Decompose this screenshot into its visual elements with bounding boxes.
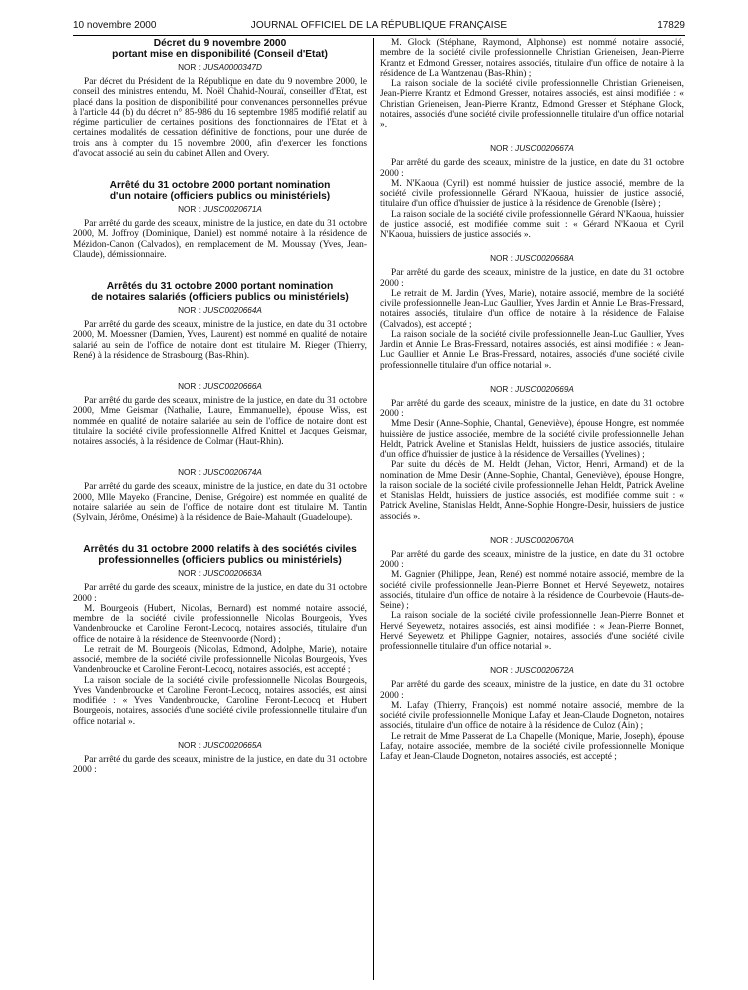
nor-label: NOR : bbox=[490, 535, 513, 545]
nor-code: JUSA0000347D bbox=[203, 63, 262, 72]
paragraph: Par arrêté du garde des sceaux, ministre de la justice, en date du 31 octobre 2000 : bbox=[73, 754, 367, 775]
paragraph: La raison sociale de la société civile professionnelle Jean-Luc Gaullier, Yves Jardin et Annie Le Bras-Fressard, notaires associés, est ainsi modifiée : « Jean-Luc Gaullier et Annie Le Bras-Fressard, notaires, associés d'une société civile professionnelle titulaire d'un office notarial ». bbox=[380, 329, 684, 371]
paragraph: M. Lafay (Thierry, François) est nommé notaire associé, membre de la société civile professionnelle Monique Lafay et Jean-Claude Dogneton, notaires associés, titulaire d'un office de notaire à la résidence de Culoz (Ain) ; bbox=[380, 700, 684, 732]
paragraph: M. Glock (Stéphane, Raymond, Alphonse) est nommé notaire associé, membre de la société civile professionnelle Christian Grieneisen, Jean-Pierre Krantz et Edmond Gresser, notaires associés, titulaire d'un office de notaire à la résidence de La Wantzenau (Bas-Rhin) ; bbox=[380, 38, 684, 79]
paragraph: Par arrêté du garde des sceaux, ministre de la justice, en date du 31 octobre 2000 : bbox=[380, 268, 684, 289]
nor-reference bbox=[380, 254, 684, 264]
paragraph: Par suite du décès de M. Heldt (Jehan, Victor, Henri, Armand) et de la nomination de Mme Desir (Anne-Sophie, Chantal, Geneviève), épouse Hongre, la raison sociale de la société civile professionnelle Jehan Heldt, Patrick Aveline et Stanislas Heldt, huissiers de justice associés, est modifiée comme suit : « Patrick Aveline, Stanislas Heldt, Anne-Sophie Hongre-Desir, huissiers de justice associés ». bbox=[380, 460, 684, 522]
paragraph: La raison sociale de la société civile professionnelle Christian Grieneisen, Jean-Pierre Krantz et Edmond Gresser, notaires associés, est ainsi modifiée : « Christian Grieneisen, Jean-Pierre Krantz, Edmond Gresser et Stéphane Glock, notaires, associés d'une société civile professionnelle titulaire d'un office notarial ». bbox=[380, 79, 684, 130]
title-line: Arrêté du 31 octobre 2000 portant nomination bbox=[109, 180, 331, 191]
title-line: professionnelles (officiers publics ou ministériels) bbox=[98, 555, 342, 567]
nor-reference bbox=[380, 144, 684, 154]
paragraph: Le retrait de Mme Passerat de La Chapelle (Monique, Marie, Joseph), épouse Lafay, notaire associée, membre de la société civile professionnelle Monique Lafay et Jean-Claude Dogneton, notaires associés, est accepté ; bbox=[380, 731, 684, 762]
nor-label: NOR : bbox=[490, 254, 513, 264]
paragraph: Le retrait de M. Jardin (Yves, Marie), notaire associé, membre de la société civile professionnelle Jean-Luc Gaullier, Yves Jardin et Annie Le Bras-Fressard, notaires associés, titulaire d'un office de notaire à la résidence de Falaise (Calvados), est accepté ; bbox=[380, 288, 684, 330]
left-column bbox=[73, 38, 367, 775]
nor-reference bbox=[73, 63, 367, 73]
title-line: Arrêtés du 31 octobre 2000 portant nomination bbox=[106, 281, 334, 292]
title-line: Arrêtés du 31 octobre 2000 relatifs à des sociétés civiles bbox=[83, 544, 357, 556]
nor-reference bbox=[73, 306, 367, 316]
nor-code: JUSC0020674A bbox=[203, 468, 262, 478]
article-title bbox=[73, 180, 367, 202]
paragraph: Le retrait de M. Bourgeois (Nicolas, Edmond, Adolphe, Marie), notaire associé, membre de la société civile professionnelle Nicolas Bourgeois, Yves Vandenbroucke et Caroline Feront-Lecocq, notaires associés, est accepté ; bbox=[73, 644, 367, 676]
nor-label: NOR : bbox=[178, 468, 201, 478]
journal-title: JOURNAL OFFICIEL DE LA RÉPUBLIQUE FRANÇAISE bbox=[250, 20, 508, 31]
nor-reference bbox=[380, 536, 684, 546]
nor-label: NOR : bbox=[178, 569, 201, 579]
nor-label: NOR : bbox=[490, 384, 513, 394]
nor-label: NOR : bbox=[178, 382, 201, 391]
paragraph: La raison sociale de la société civile professionnelle Gérard N'Kaoua, huissier de justice associé, est modifiée comme suit : « Gérard N'Kaoua et Cyril N'Kaoua, huissiers de justice associés ». bbox=[380, 209, 684, 240]
article bbox=[73, 180, 367, 260]
nor-code: JUSC0020665A bbox=[203, 740, 262, 750]
nor-label: NOR : bbox=[178, 740, 201, 750]
nor-reference bbox=[73, 741, 367, 751]
nor-label: NOR : bbox=[178, 205, 201, 214]
nor-code: JUSC0020672A bbox=[515, 666, 574, 676]
title-line: Décret du 9 novembre 2000 bbox=[153, 38, 287, 49]
paragraph: Par arrêté du garde des sceaux, ministre de la justice, en date du 31 octobre 2000, M. Moessner (Damien, Yves, Laurent) est nommé en qualité de notaire salarié au sein de l'office de notaire dont est titulaire M. Rieger (Thierry, René) à la résidence de Strasbourg (Bas-Rhin). bbox=[73, 320, 367, 361]
nor-reference bbox=[73, 205, 367, 215]
article bbox=[73, 382, 367, 447]
paragraph: Par décret du Président de la République en date du 9 novembre 2000, le conseil des ministres entendu, M. Noël Chahid-Nouraï, conseiller d'Etat, est placé dans la position de disponibilité pour convenances personnelles prévue à l'article 44 (b) du décret n° 85-986 du 16 septembre 1985 modifié relatif au régime particulier de certaines positions des fonctionnaires de l'Etat et à certaines modalités de cessation définitive de fonctions, pour une durée de trois ans à compter du 15 novembre 2000, afin d'exercer les fonctions d'avocat associé au sein du cabinet Allen and Overy. bbox=[73, 77, 367, 159]
nor-reference bbox=[380, 385, 684, 395]
article-continued bbox=[380, 38, 684, 130]
nor-code: JUSC0020668A bbox=[515, 254, 574, 264]
paragraph: Par arrêté du garde des sceaux, ministre de la justice, en date du 31 octobre 2000 : bbox=[380, 158, 684, 179]
paragraph: M. N'Kaoua (Cyril) est nommé huissier de justice associé, membre de la société civile professionnelle Gérard N'Kaoua, huissier de justice associé, titulaire d'un office d'huissier de justice à la résidence de Grenoble (Isère) ; bbox=[380, 178, 684, 210]
article bbox=[380, 666, 684, 762]
nor-label: NOR : bbox=[178, 63, 201, 72]
page-number: 17829 bbox=[657, 20, 685, 31]
article bbox=[73, 544, 367, 727]
nor-reference bbox=[73, 382, 367, 392]
nor-code: JUSC0020664A bbox=[203, 306, 262, 315]
nor-code: JUSC0020671A bbox=[203, 205, 262, 214]
column-divider bbox=[373, 38, 374, 980]
paragraph: Par arrêté du garde des sceaux, ministre de la justice, en date du 31 octobre 2000 : bbox=[73, 583, 367, 604]
nor-code: JUSC0020669A bbox=[515, 384, 574, 394]
paragraph: Par arrêté du garde des sceaux, ministre de la justice, en date du 31 octobre 2000, Mlle Mayeko (Francine, Denise, Grégoire) est nommée en qualité de notaire salariée au sein de l'office de notaire dont est titulaire M. Tantin (Sylvain, Jérôme, Onésime) à la résidence de Baie-Mahault (Guadeloupe). bbox=[73, 482, 367, 523]
paragraph: M. Bourgeois (Hubert, Nicolas, Bernard) est nommé notaire associé, membre de la société civile professionnelle Nicolas Bourgeois, Yves Vandenbroucke et Caroline Feront-Lecocq, notaires associés, titulaire d'un office de notaire à la résidence de Steenvoorde (Nord) ; bbox=[73, 603, 367, 645]
title-line: portant mise en disponibilité (Conseil d'Etat) bbox=[112, 49, 328, 60]
article-title bbox=[73, 544, 367, 566]
paragraph: Par arrêté du garde des sceaux, ministre de la justice, en date du 31 octobre 2000 : bbox=[380, 680, 684, 701]
nor-code: JUSC0020666A bbox=[203, 382, 262, 391]
nor-reference bbox=[73, 468, 367, 478]
article-title bbox=[73, 281, 367, 303]
nor-code: JUSC0020670A bbox=[515, 535, 574, 545]
nor-label: NOR : bbox=[490, 144, 513, 154]
paragraph: Par arrêté du garde des sceaux, ministre de la justice, en date du 31 octobre 2000, Mme Geismar (Nathalie, Laure, Emmanuelle), épouse Wiss, est nommée en qualité de notaire salariée au sein de l'office de notaire dont est titulaire la société civile professionnelle Alfred Knittel et Jacques Geismar, notaires associés, à la résidence de Colmar (Haut-Rhin). bbox=[73, 396, 367, 447]
paragraph: M. Gagnier (Philippe, Jean, René) est nommé notaire associé, membre de la société civile professionnelle Jean-Pierre Bonnet et Hervé Seyewetz, notaires associés, titulaire d'un office de notaire à la résidence de Courbevoie (Hauts-de-Seine) ; bbox=[380, 570, 684, 611]
issue-date: 10 novembre 2000 bbox=[73, 20, 157, 31]
paragraph: La raison sociale de la société civile professionnelle Jean-Pierre Bonnet et Hervé Seyewetz, notaires associés, est ainsi modifiée : « Jean-Pierre Bonnet, Hervé Seyewetz et Philippe Gagnier, notaires, associés d'une société civile professionnelle titulaire d'un office notarial ». bbox=[380, 611, 684, 652]
paragraph: Par arrêté du garde des sceaux, ministre de la justice, en date du 31 octobre 2000, M. Joffroy (Dominique, Daniel) est nommé notaire à la résidence de Mézidon-Canon (Calvados), en remplacement de M. Moussay (Yves, Jean-Claude), démissionnaire. bbox=[73, 219, 367, 260]
nor-label: NOR : bbox=[178, 306, 201, 315]
article bbox=[73, 741, 367, 776]
nor-reference bbox=[380, 666, 684, 676]
nor-code: JUSC0020667A bbox=[515, 144, 574, 154]
paragraph: Par arrêté du garde des sceaux, ministre de la justice, en date du 31 octobre 2000 : bbox=[380, 549, 684, 570]
article bbox=[73, 468, 367, 523]
article bbox=[380, 536, 684, 653]
article-title bbox=[73, 38, 367, 60]
article bbox=[380, 144, 684, 240]
article bbox=[380, 254, 684, 371]
title-line: de notaires salariés (officiers publics ou ministériels) bbox=[91, 292, 349, 303]
article bbox=[380, 385, 684, 522]
article bbox=[73, 281, 367, 361]
nor-reference bbox=[73, 569, 367, 579]
paragraph: La raison sociale de la société civile professionnelle Nicolas Bourgeois, Yves Vandenbroucke et Caroline Feront-Lecocq, notaires associés, est ainsi modifiée : « Yves Vandenbroucke, Caroline Feront-Lecocq et Hubert Bourgeois, notaires, associés d'une société civile professionnelle titulaire d'un office notarial ». bbox=[73, 675, 367, 727]
right-column bbox=[380, 38, 684, 762]
paragraph: Mme Desir (Anne-Sophie, Chantal, Geneviève), épouse Hongre, est nommée huissière de justice associée, membre de la société civile professionnelle Jehan Heldt, Patrick Aveline et Stanislas Heldt, huissiers de justice associés, titulaire d'un office d'huissier de justice à la résidence de Versailles (Yvelines) ; bbox=[380, 419, 684, 460]
paragraph: Par arrêté du garde des sceaux, ministre de la justice, en date du 31 octobre 2000 : bbox=[380, 398, 684, 419]
article bbox=[73, 38, 367, 159]
page-header bbox=[73, 20, 685, 34]
nor-label: NOR : bbox=[490, 666, 513, 676]
title-line: d'un notaire (officiers publics ou ministériels) bbox=[109, 191, 331, 202]
nor-code: JUSC0020663A bbox=[203, 569, 262, 579]
header-rule bbox=[73, 35, 685, 36]
